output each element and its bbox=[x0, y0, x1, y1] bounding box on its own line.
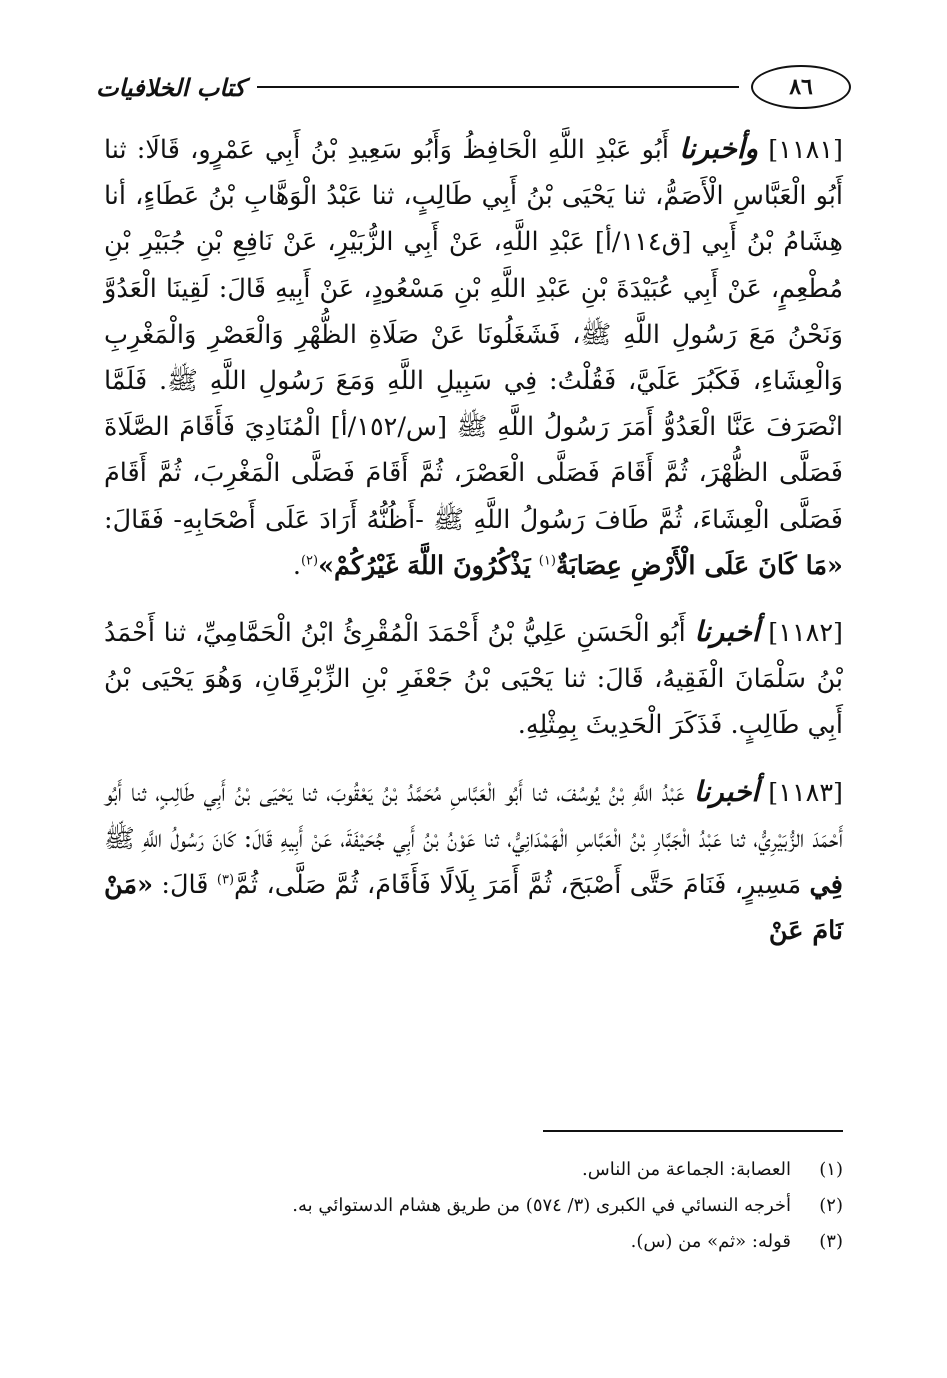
header-rule bbox=[257, 86, 739, 88]
hadith-number: [١١٨٢] bbox=[768, 618, 843, 649]
prophetic-quote: «مَنْ نَامَ عَنْ bbox=[104, 870, 843, 947]
footnote-number: (٢) bbox=[819, 1195, 843, 1216]
footnote-number: (١) bbox=[819, 1159, 843, 1180]
prophetic-quote: «مَا كَانَ عَلَى الْأَرْضِ عِصَابَةٌ bbox=[555, 550, 843, 581]
prophetic-quote-continued: يَذْكُرُونَ اللَّهَ غَيْرُكُمْ» bbox=[318, 550, 531, 581]
hadith-intro: وأخبرنا bbox=[679, 132, 759, 165]
hadith-text: أَبُو عَبْدِ اللَّهِ الْحَافِظُ وَأَبُو سَعِيدِ بْنُ أَبِي عَمْرٍو، قَالَا: ثنا أَبُو الْعَبَّاسِ الْأَصَمُّ، ثنا يَحْيَى بْنُ أَبِي طَالِبٍ، ثنا عَبْدُ الْوَهَّابِ بْنُ عَطَاءٍ، أنا هِشَامُ بْنُ أَبِي [ق١١٤/أ] عَبْدِ اللَّهِ، عَنْ أَبِي الزُّبَيْرِ، عَنْ نَافِعِ بْنِ جُبَيْرِ بْنِ مُطْعِمٍ، عَنْ أَبِي عُبَيْدَةَ بْنِ عَبْدِ اللَّهِ بْنِ مَسْعُودٍ، عَنْ أَبِيهِ قَالَ: لَقِينَا الْعَدُوَّ وَنَحْنُ مَعَ رَسُولِ اللَّهِ ﷺ، فَشَغَلُونَا عَنْ صَلَاةِ الظُّهْرِ وَالْعَصْرِ وَالْمَغْرِبِ وَالْعِشَاءِ، فَكَبُرَ عَلَيَّ، فَقُلْتُ: فِي سَبِيلِ اللَّهِ وَمَعَ رَسُولِ اللَّهِ ﷺ. فَلَمَّا انْصَرَفَ عَنَّا الْعَدُوُّ أَمَرَ رَسُولُ اللَّهِ ﷺ [س/١٥٢/أ] الْمُنَادِيَ فَأَقَامَ الصَّلَاةَ فَصَلَّى الظُّهْرَ، ثُمَّ أَقَامَ فَصَلَّى الْعَصْرَ، ثُمَّ أَقَامَ فَصَلَّى الْمَغْرِبَ، ثُمَّ أَقَامَ فَصَلَّى الْعِشَاءَ، ثُمَّ طَافَ رَسُولُ اللَّهِ ﷺ -أَظُنُّهُ أَرَادَ عَلَى أَصْحَابِهِ- فَقَالَ: bbox=[104, 135, 844, 535]
hadith-intro: أخبرنا bbox=[694, 615, 760, 649]
hadith-intro: أخبرنا bbox=[693, 774, 760, 808]
footnote-ref[interactable]: (٢) bbox=[300, 553, 319, 569]
main-text bbox=[104, 126, 843, 974]
hadith-text: أَبُو الْحَسَنِ عَلِيُّ بْنُ أَحْمَدَ الْمُقْرِئُ ابْنُ الْحَمَّامِيِّ، ثنا أَحْمَدُ بْنُ سَلْمَانَ الْفَقِيهُ، قَالَ: ثنا يَحْيَى بْنُ جَعْفَرِ بْنِ الزِّبْرِقَانِ، وَهُوَ يَحْيَى بْنُ أَبِي طَالِبٍ. فَذَكَرَ الْحَدِيثَ بِمِثْلِهِ. bbox=[104, 618, 843, 741]
hadith-text-continued: مَسِيرٍ، فَنَامَ حَتَّى أَصْبَحَ، ثُمَّ أَمَرَ بِلَالًا فَأَقَامَ، ثُمَّ صَلَّى، ثُمَّ bbox=[234, 870, 802, 901]
hadith-paragraph bbox=[104, 609, 843, 749]
footnote-text: أخرجه النسائي في الكبرى (٣/ ٥٧٤) من طريق هشام الدستوائي به. bbox=[292, 1195, 791, 1216]
hadith-paragraph bbox=[104, 126, 843, 589]
bold-word: فِي bbox=[809, 870, 843, 901]
hadith-text: عَبْدُ اللَّهِ بْنُ يُوسُفَ، ثنا أَبُو الْعَبَّاسِ مُحَمَّدُ بْنُ يَعْقُوبَ، ثنا يَحْيَى بْنُ أَبِي طَالِبٍ، ثنا أَبُو أَحْمَدَ الزُّبَيْرِيُّ، ثنا عَبْدُ الْجَبَّارِ بْنُ الْعَبَّاسِ الْهَمْدَانِيُّ، ثنا عَوْنُ بْنُ أَبِي جُحَيْفَةَ، عَنْ أَبِيهِ قَالَ: كَانَ رَسُولُ اللَّهِ ﷺ bbox=[104, 777, 843, 854]
footnote-number: (٣) bbox=[819, 1231, 843, 1252]
footnote-separator bbox=[543, 1130, 843, 1132]
footnote-item bbox=[104, 1188, 843, 1224]
footnote-text: العصابة: الجماعة من الناس. bbox=[582, 1159, 791, 1180]
hadith-text-said: قَالَ: bbox=[161, 870, 209, 901]
hadith-number: [١١٨١] bbox=[768, 135, 843, 165]
footnote-item bbox=[104, 1152, 843, 1188]
sentence-end: . bbox=[292, 550, 301, 581]
hadith-1181 bbox=[104, 126, 843, 589]
hadith-number: [١١٨٣] bbox=[768, 777, 843, 808]
footnote-item bbox=[104, 1224, 843, 1260]
book-title: كتاب الخلافيات bbox=[96, 72, 246, 102]
footnote-text: قوله: «ثم» من (س). bbox=[630, 1231, 791, 1252]
hadith-1182 bbox=[104, 609, 843, 749]
hadith-paragraph bbox=[104, 769, 843, 955]
footnote-ref[interactable]: (١) bbox=[538, 553, 556, 569]
hadith-1183 bbox=[104, 769, 843, 955]
page-number: ٨٦ bbox=[751, 65, 851, 109]
footnote-ref[interactable]: (٣) bbox=[216, 872, 235, 888]
running-header bbox=[96, 60, 851, 114]
footnotes bbox=[104, 1152, 843, 1260]
